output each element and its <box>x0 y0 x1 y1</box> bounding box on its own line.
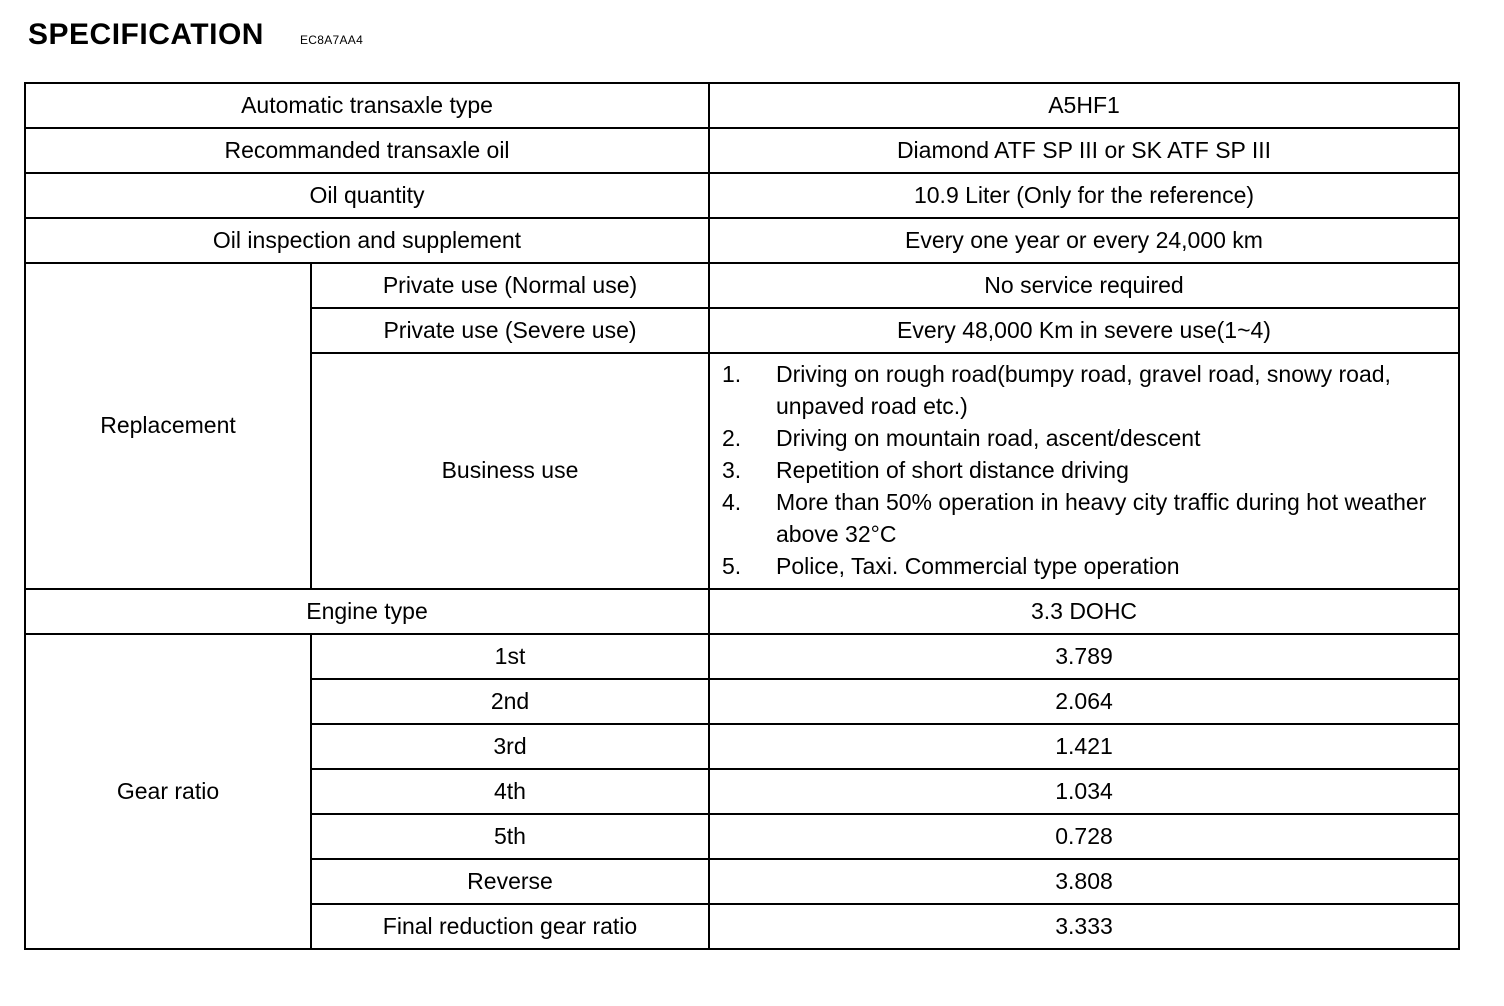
table-row <box>25 173 1459 218</box>
oil-inspection-label: Oil inspection and supplement <box>25 218 709 263</box>
gear-name: 3rd <box>311 724 709 769</box>
table-row <box>25 83 1459 128</box>
gear-name: Final reduction gear ratio <box>311 904 709 949</box>
gear-name: Reverse <box>311 859 709 904</box>
table-row <box>25 128 1459 173</box>
gear-ratio-value: 3.333 <box>709 904 1459 949</box>
business-use-label: Business use <box>311 353 709 589</box>
page-title: SPECIFICATION <box>28 18 264 51</box>
document-code: EC8A7AA4 <box>299 33 364 47</box>
list-item-number: 3. <box>722 457 742 483</box>
list-item-text: Repetition of short distance driving <box>776 457 1129 483</box>
private-severe-label: Private use (Severe use) <box>311 308 709 353</box>
gear-ratio-value: 3.808 <box>709 859 1459 904</box>
specification-table <box>24 82 1460 950</box>
gear-name: 5th <box>311 814 709 859</box>
list-item-number: 4. <box>722 489 742 515</box>
business-use-conditions <box>709 353 1459 589</box>
list-item <box>722 454 1448 486</box>
list-item-number: 2. <box>722 425 742 451</box>
transaxle-type-value: A5HF1 <box>709 83 1459 128</box>
list-item-text: Driving on rough road(bumpy road, gravel road, snowy road, unpaved road etc.) <box>776 361 1391 419</box>
engine-type-value: 3.3 DOHC <box>709 589 1459 634</box>
table-row <box>25 589 1459 634</box>
list-item <box>722 486 1448 550</box>
gear-ratio-value: 1.034 <box>709 769 1459 814</box>
gear-name: 2nd <box>311 679 709 724</box>
engine-type-label: Engine type <box>25 589 709 634</box>
list-item <box>722 358 1448 422</box>
page-header <box>28 18 363 58</box>
oil-quantity-label: Oil quantity <box>25 173 709 218</box>
gear-name: 1st <box>311 634 709 679</box>
gear-ratio-value: 0.728 <box>709 814 1459 859</box>
list-item-text: Police, Taxi. Commercial type operation <box>776 553 1180 579</box>
replacement-label: Replacement <box>25 263 311 589</box>
oil-inspection-value: Every one year or every 24,000 km <box>709 218 1459 263</box>
table-row <box>25 634 1459 679</box>
gear-ratio-value: 2.064 <box>709 679 1459 724</box>
conditions-list <box>722 358 1448 582</box>
transaxle-oil-label: Recommanded transaxle oil <box>25 128 709 173</box>
private-normal-value: No service required <box>709 263 1459 308</box>
gear-ratio-value: 3.789 <box>709 634 1459 679</box>
table-row <box>25 218 1459 263</box>
list-item-text: Driving on mountain road, ascent/descent <box>776 425 1201 451</box>
list-item <box>722 422 1448 454</box>
gear-name: 4th <box>311 769 709 814</box>
list-item-number: 5. <box>722 553 742 579</box>
table-row <box>25 263 1459 308</box>
list-item-text: More than 50% operation in heavy city traffic during hot weather above 32°C <box>776 489 1427 547</box>
transaxle-type-label: Automatic transaxle type <box>25 83 709 128</box>
gear-ratio-value: 1.421 <box>709 724 1459 769</box>
list-item-number: 1. <box>722 361 742 387</box>
private-normal-label: Private use (Normal use) <box>311 263 709 308</box>
private-severe-value: Every 48,000 Km in severe use(1~4) <box>709 308 1459 353</box>
gear-ratio-label: Gear ratio <box>25 634 311 949</box>
transaxle-oil-value: Diamond ATF SP III or SK ATF SP III <box>709 128 1459 173</box>
list-item <box>722 550 1448 582</box>
oil-quantity-value: 10.9 Liter (Only for the reference) <box>709 173 1459 218</box>
